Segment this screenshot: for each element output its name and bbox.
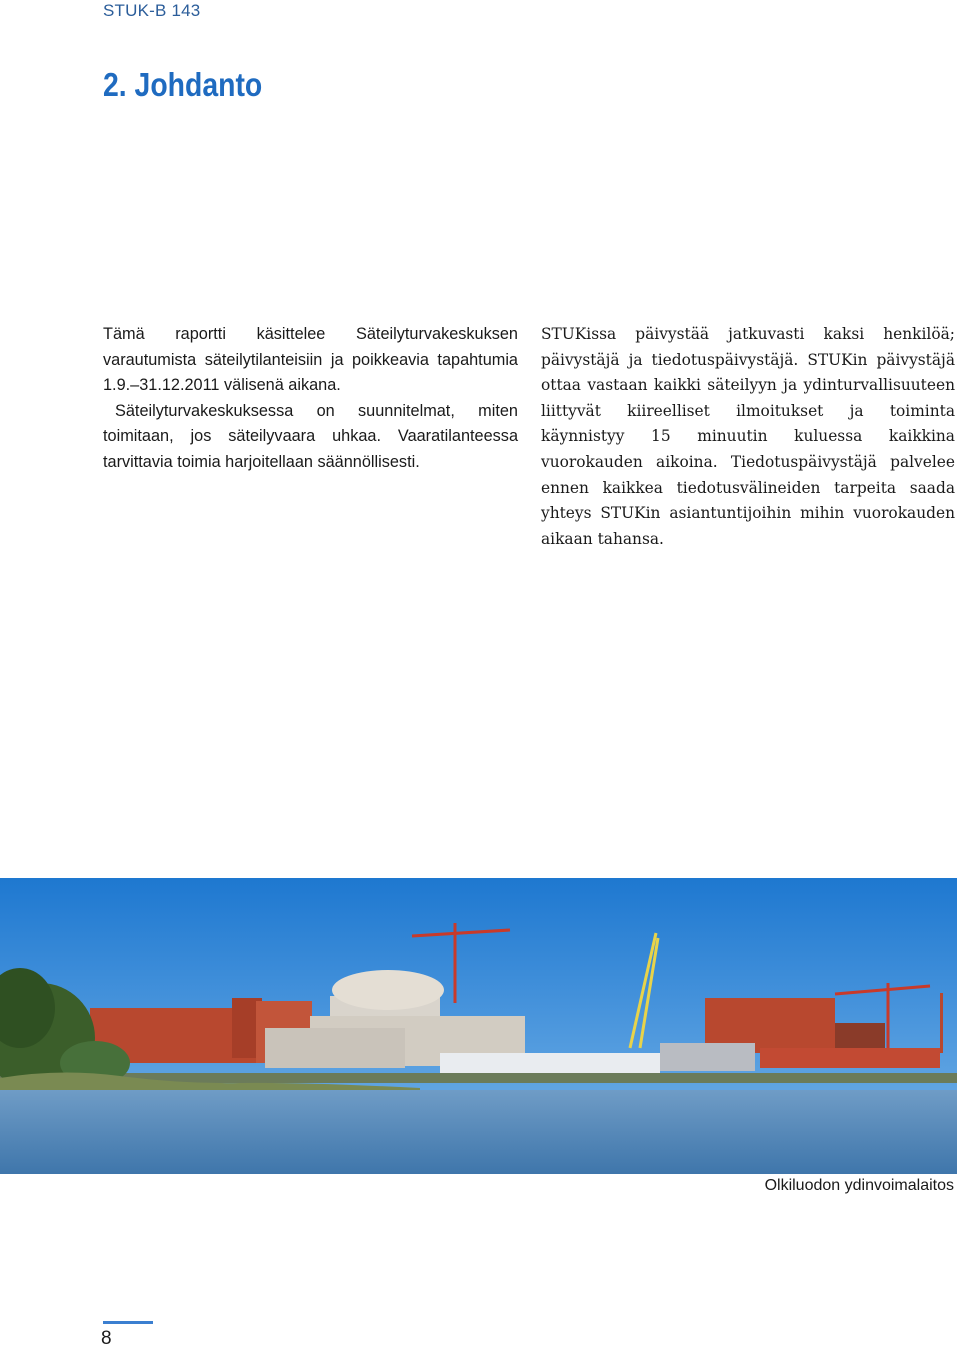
paragraph: Säteilyturvakeskuksessa on suunnitelmat, miten toimitaan, jos säteilyvaara uhkaa. Vaaratilanteessa tarvittavia toimia harjoitellaan säännöllisesti.: [103, 401, 518, 471]
right-column: [541, 322, 955, 552]
report-series-label: STUK-B 143: [103, 1, 201, 20]
chapter-title: 2. Johdanto: [103, 66, 263, 103]
page-number: 8: [101, 1328, 112, 1349]
page-number-rule: [103, 1321, 153, 1324]
power-plant-photo: [0, 878, 957, 1174]
photo-caption: Olkiluodon ydinvoimalaitos: [764, 1177, 954, 1194]
paragraph: Tämä raportti käsittelee Säteilyturvakeskuksen varautumista säteilytilanteisiin ja poikkeavia tapahtumia 1.9.–31.12.2011 välisenä aikana.: [103, 325, 518, 395]
left-column: [103, 322, 518, 476]
paragraph: STUKissa päivystää jatkuvasti kaksi henkilöä; päivystäjä ja tiedotuspäivystäjä. STUKin päivystäjä ottaa vastaan kaikki säteilyyn ja ydinturvallisuuteen liittyvät kiireelliset ilmoitukset ja toiminta käynnistyy 15 minuutin kuluessa kaikkina vuorokauden aikoina. Tiedotuspäivystäjä palvelee ennen kaikkea tiedotusvälineiden tarpeita saada yhteys STUKin asiantuntijoihin mihin vuorokauden aikaan tahansa.: [541, 325, 955, 548]
